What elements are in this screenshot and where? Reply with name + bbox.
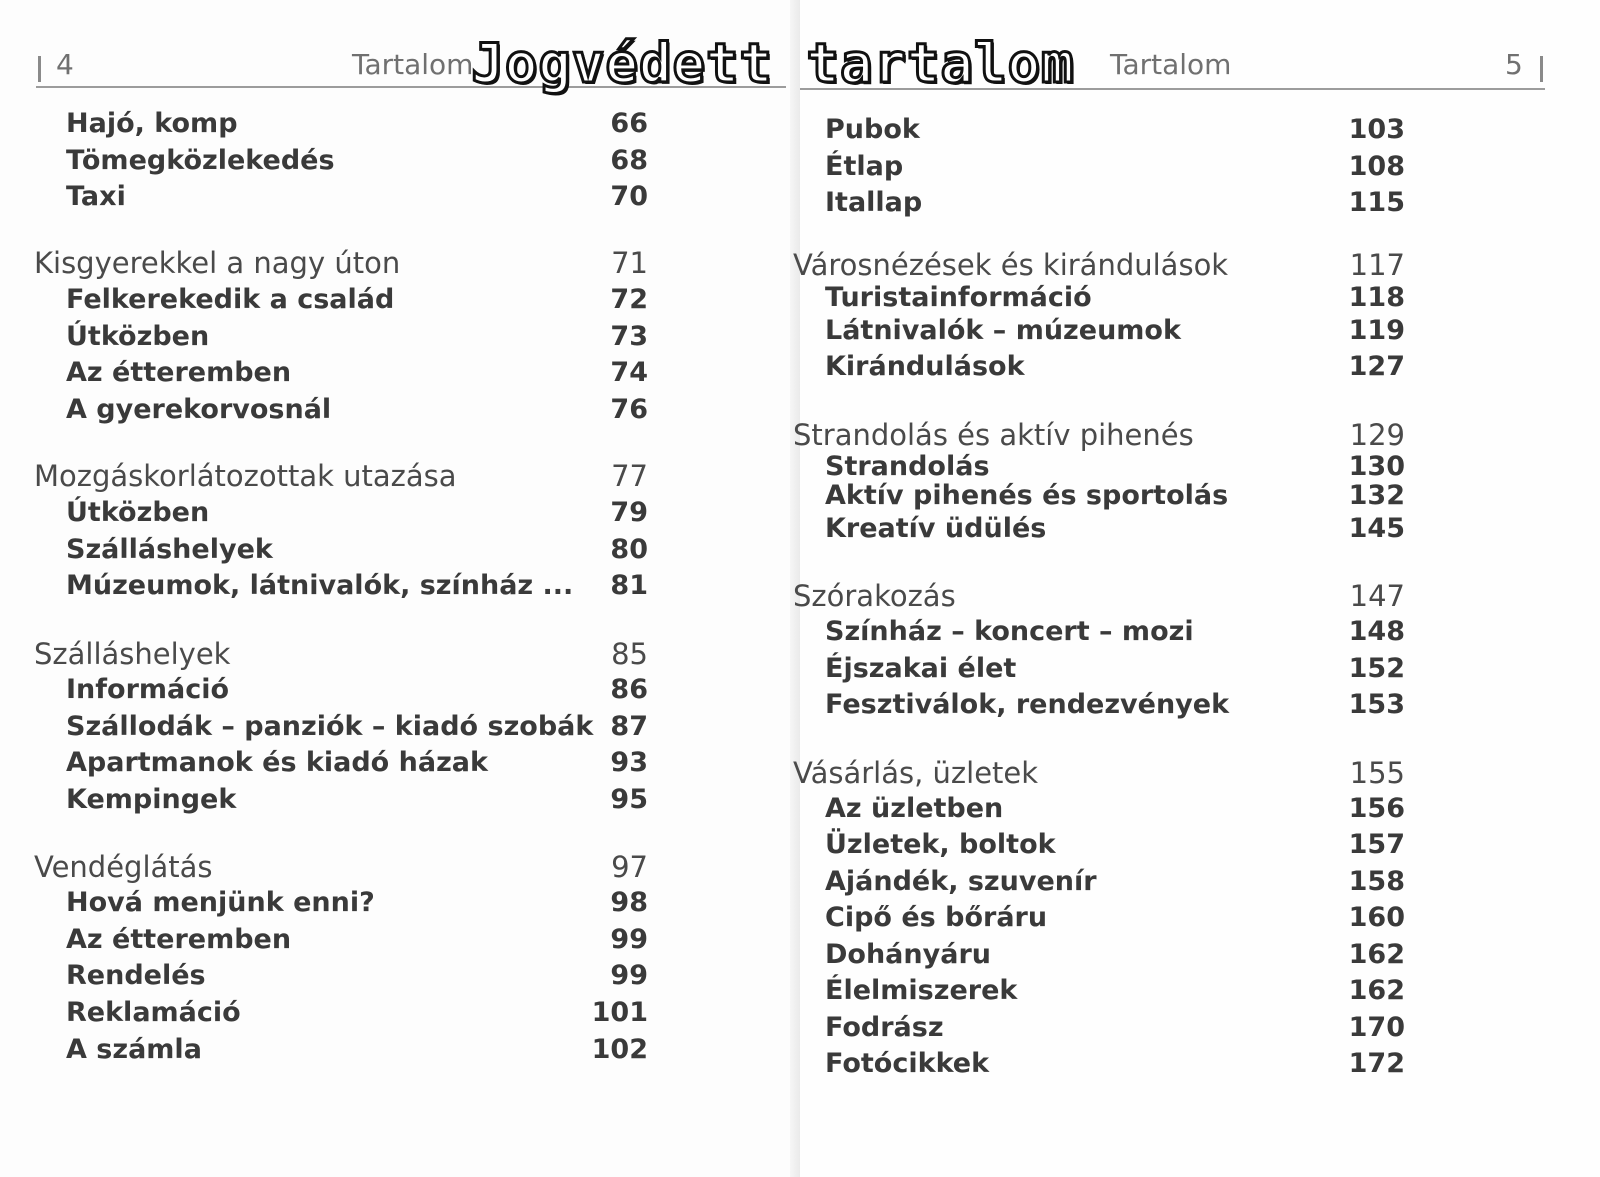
toc-entry-title: Étlap	[825, 151, 904, 182]
toc-section-entry	[793, 248, 1600, 282]
toc-entry-page-number: 115	[1348, 187, 1405, 218]
toc-entry	[0, 711, 800, 745]
toc-entry-title: Itallap	[825, 187, 923, 218]
toc-entry	[800, 114, 1600, 148]
toc-entry-title: Cipő és bőráru	[825, 902, 1048, 933]
toc-entry-title: Fesztiválok, rendezvények	[825, 689, 1230, 720]
toc-entry-page-number: 117	[1349, 248, 1405, 282]
toc-entry	[800, 866, 1600, 900]
toc-entry-page-number: 95	[610, 784, 648, 815]
toc-entry-page-number: 162	[1348, 975, 1405, 1006]
toc-entry-title: Éjszakai élet	[825, 653, 1017, 684]
toc-entry	[800, 187, 1600, 221]
toc-entry-title: Útközben	[66, 321, 210, 352]
toc-entry-page-number: 130	[1348, 451, 1405, 482]
toc-section-entry	[0, 246, 800, 280]
toc-entry-page-number: 101	[591, 997, 648, 1028]
toc-entry-page-number: 157	[1348, 829, 1405, 860]
toc-entry	[0, 534, 800, 568]
toc-entry-title: Fodrász	[825, 1012, 944, 1043]
toc-entry-page-number: 132	[1348, 480, 1405, 511]
toc-entry-page-number: 72	[610, 284, 648, 315]
toc-entry-title: Tömegközlekedés	[66, 145, 335, 176]
toc-entry-page-number: 99	[610, 960, 648, 991]
toc-entry-title: Strandolás és aktív pihenés	[793, 418, 1194, 452]
toc-entry	[0, 747, 800, 781]
toc-entry	[800, 1048, 1600, 1082]
toc-entry	[800, 616, 1600, 650]
toc-entry	[800, 793, 1600, 827]
toc-entry-title: Üzletek, boltok	[825, 829, 1056, 860]
toc-entry	[800, 939, 1600, 973]
toc-entry-title: Városnézések és kirándulások	[793, 248, 1229, 282]
toc-entry-page-number: 127	[1348, 351, 1405, 382]
toc-entry-title: Szórakozás	[793, 579, 956, 613]
toc-entry-title: Apartmanok és kiadó házak	[66, 747, 488, 778]
toc-entry-title: Szállodák – panziók – kiadó szobák	[66, 711, 594, 742]
toc-entry	[0, 321, 800, 355]
toc-entry-title: A számla	[66, 1034, 202, 1065]
toc-entry-title: Kirándulások	[825, 351, 1025, 382]
toc-entry	[0, 1034, 800, 1068]
toc-entry-page-number: 158	[1348, 866, 1405, 897]
toc-entry-title: Reklamáció	[66, 997, 241, 1028]
toc-entry-page-number: 87	[610, 711, 648, 742]
toc-entry-page-number: 170	[1348, 1012, 1405, 1043]
toc-entry-page-number: 73	[610, 321, 648, 352]
toc-entry	[0, 145, 800, 179]
running-header: Tartalom	[1110, 48, 1232, 81]
toc-entry	[800, 975, 1600, 1009]
running-header: Tartalom	[352, 48, 474, 81]
toc-entry-title: Felkerekedik a család	[66, 284, 395, 315]
page-number: 4	[56, 48, 74, 81]
toc-entry-title: Az étteremben	[66, 924, 292, 955]
toc-entry-title: Mozgáskorlátozottak utazása	[34, 459, 457, 493]
toc-entry	[0, 181, 800, 215]
toc-entry	[0, 570, 800, 604]
page-edge-mark	[38, 56, 41, 82]
toc-entry-title: Színház – koncert – mozi	[825, 616, 1194, 647]
toc-entry	[800, 480, 1600, 514]
toc-section-entry	[793, 418, 1600, 452]
toc-entry	[800, 829, 1600, 863]
toc-entry-page-number: 145	[1348, 513, 1405, 544]
toc-entry-page-number: 97	[611, 850, 648, 884]
toc-entry-title: Útközben	[66, 497, 210, 528]
toc-entry	[0, 674, 800, 708]
toc-entry-page-number: 68	[610, 145, 648, 176]
toc-entry-page-number: 152	[1348, 653, 1405, 684]
toc-entry-title: Múzeumok, látnivalók, színház ...	[66, 570, 574, 601]
toc-entry	[800, 1012, 1600, 1046]
toc-entry	[0, 887, 800, 921]
toc-entry-title: Vásárlás, üzletek	[793, 756, 1039, 790]
toc-section-entry	[0, 637, 800, 671]
toc-entry-title: Ajándék, szuvenír	[825, 866, 1097, 897]
toc-section-entry	[793, 756, 1600, 790]
toc-entry-page-number: 108	[1348, 151, 1405, 182]
toc-entry-title: Taxi	[66, 181, 126, 212]
toc-entry-page-number: 98	[610, 887, 648, 918]
toc-entry	[0, 357, 800, 391]
toc-entry-page-number: 86	[610, 674, 648, 705]
toc-entry-page-number: 147	[1349, 579, 1405, 613]
toc-entry-title: Szálláshelyek	[34, 637, 231, 671]
toc-entry	[0, 924, 800, 958]
toc-entry-page-number: 99	[610, 924, 648, 955]
toc-entry-page-number: 129	[1349, 418, 1405, 452]
toc-entry-title: Kisgyerekkel a nagy úton	[34, 246, 401, 280]
toc-section-entry	[793, 579, 1600, 613]
toc-entry-page-number: 156	[1348, 793, 1405, 824]
toc-entry-title: Dohányáru	[825, 939, 991, 970]
toc-entry-title: Turistainformáció	[825, 282, 1092, 313]
page-number: 5	[1505, 48, 1523, 81]
toc-entry-title: Az étteremben	[66, 357, 292, 388]
toc-entry-title: Az üzletben	[825, 793, 1004, 824]
toc-entry	[0, 784, 800, 818]
toc-entry-title: Élelmiszerek	[825, 975, 1018, 1006]
toc-entry-title: Strandolás	[825, 451, 990, 482]
toc-section-entry	[0, 850, 800, 884]
toc-entry	[800, 282, 1600, 316]
toc-entry-page-number: 160	[1348, 902, 1405, 933]
toc-entry-page-number: 155	[1349, 756, 1405, 790]
toc-entry-title: Fotócikkek	[825, 1048, 990, 1079]
toc-entry-page-number: 162	[1348, 939, 1405, 970]
toc-entry	[0, 497, 800, 531]
toc-entry	[800, 151, 1600, 185]
toc-entry	[800, 689, 1600, 723]
toc-entry-page-number: 77	[611, 459, 648, 493]
toc-entry-page-number: 81	[610, 570, 648, 601]
toc-entry-page-number: 76	[610, 394, 648, 425]
toc-entry	[0, 394, 800, 428]
toc-entry-page-number: 153	[1348, 689, 1405, 720]
toc-entry-title: Rendelés	[66, 960, 206, 991]
toc-entry-title: A gyerekorvosnál	[66, 394, 332, 425]
toc-entry-page-number: 66	[610, 108, 648, 139]
toc-entry-title: Látnivalók – múzeumok	[825, 315, 1181, 346]
toc-entry-page-number: 74	[610, 357, 648, 388]
toc-entry	[800, 513, 1600, 547]
toc-entry-page-number: 85	[611, 637, 648, 671]
toc-entry	[0, 960, 800, 994]
toc-entry	[0, 284, 800, 318]
toc-entry-title: Vendéglátás	[34, 850, 213, 884]
toc-entry-title: Aktív pihenés és sportolás	[825, 480, 1229, 511]
toc-entry-page-number: 102	[591, 1034, 648, 1065]
toc-entry-title: Pubok	[825, 114, 920, 145]
toc-entry	[0, 108, 800, 142]
toc-entry-title: Hajó, komp	[66, 108, 238, 139]
toc-entry-page-number: 71	[611, 246, 648, 280]
toc-entry-title: Kempingek	[66, 784, 237, 815]
toc-entry-title: Információ	[66, 674, 230, 705]
right-page	[793, 0, 1600, 1177]
toc-entry-title: Szálláshelyek	[66, 534, 273, 565]
toc-entry-title: Kreatív üdülés	[825, 513, 1047, 544]
toc-entry-page-number: 93	[610, 747, 648, 778]
toc-entry-page-number: 70	[610, 181, 648, 212]
toc-entry	[800, 351, 1600, 385]
toc-entry-page-number: 79	[610, 497, 648, 528]
toc-entry-page-number: 172	[1348, 1048, 1405, 1079]
toc-entry-page-number: 148	[1348, 616, 1405, 647]
toc-entry	[800, 653, 1600, 687]
toc-entry	[800, 315, 1600, 349]
toc-entry-title: Hová menjünk enni?	[66, 887, 375, 918]
watermark: Jogvédett tartalom	[471, 32, 1075, 95]
toc-entry-page-number: 118	[1348, 282, 1405, 313]
toc-section-entry	[0, 459, 800, 493]
toc-entry	[0, 997, 800, 1031]
toc-entry-page-number: 103	[1348, 114, 1405, 145]
toc-entry-page-number: 119	[1348, 315, 1405, 346]
page-edge-mark	[1540, 56, 1543, 82]
toc-entry	[800, 902, 1600, 936]
toc-entry-page-number: 80	[610, 534, 648, 565]
